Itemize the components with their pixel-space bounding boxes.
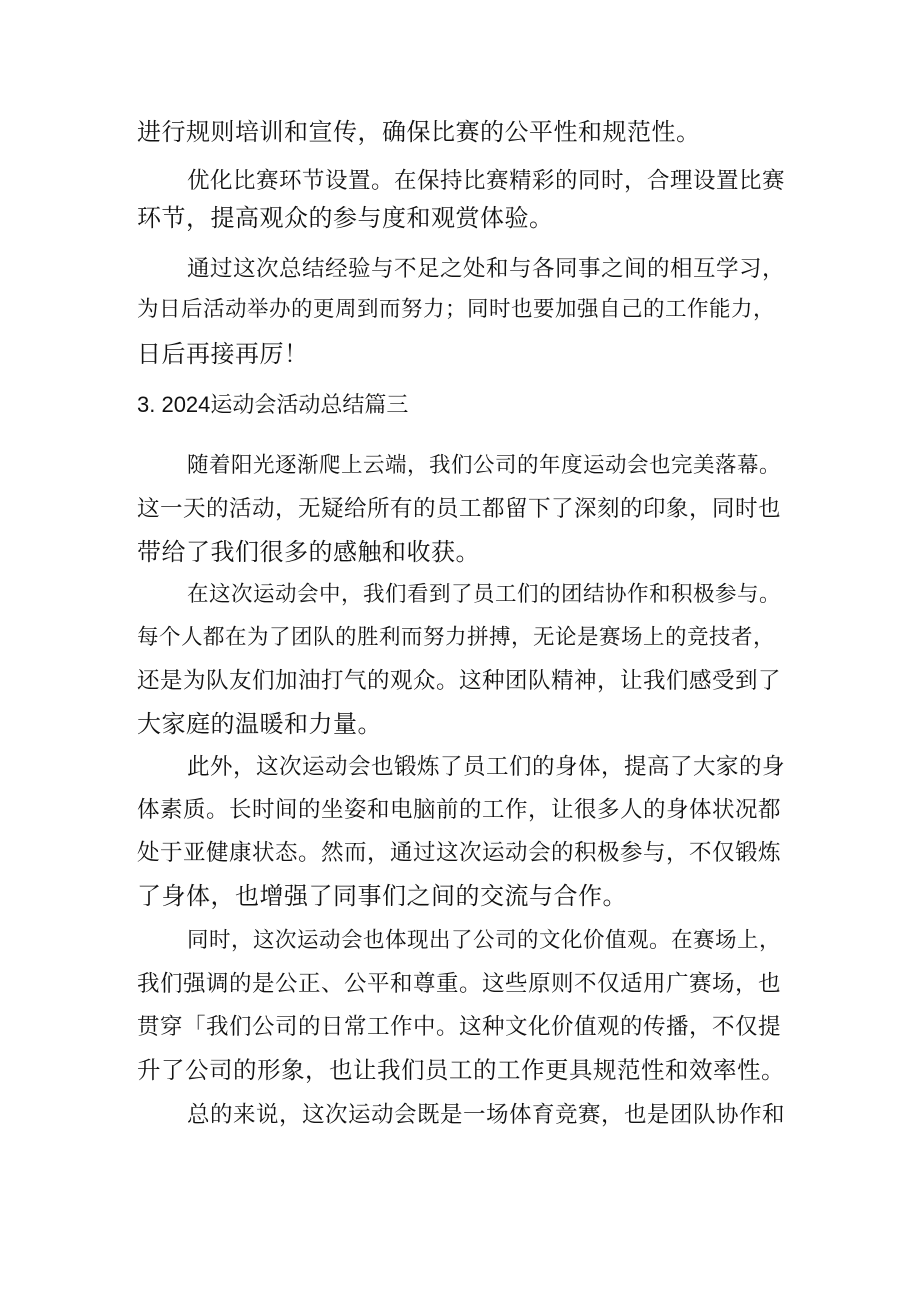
paragraph-line: 为日后活动举办的更周到而努力；同时也要加强自己的工作能力， xyxy=(137,297,776,322)
paragraph-line: 带给了我们很多的感触和收获。 xyxy=(137,538,480,566)
section-heading: 3. 2024运动会活动总结篇三 xyxy=(137,392,409,417)
paragraph-line: 每个人都在为了团队的胜利而努力拼搏，无论是赛场上的竞技者， xyxy=(137,625,776,650)
paragraph-line: 大家庭的温暖和力量。 xyxy=(137,710,382,738)
paragraph-line: 优化比赛环节设置。在保持比赛精彩的同时，合理设置比赛 xyxy=(187,168,786,194)
paragraph-line: 进行规则培训和宣传，确保比赛的公平性和规范性。 xyxy=(137,118,701,146)
paragraph-line: 通过这次总结经验与不足之处和与各同事之间的相互学习， xyxy=(187,256,786,282)
paragraph-line: 总的来说，这次运动会既是一场体育竞赛，也是团队协作和 xyxy=(187,1102,786,1128)
paragraph-line: 了身体，也增强了同事们之间的交流与合作。 xyxy=(137,882,627,910)
paragraph-line: 在这次运动会中，我们看到了员工们的团结协作和积极参与。 xyxy=(187,582,782,607)
paragraph-line: 这一天的活动，无疑给所有的员工都留下了深刻的印象，同时也 xyxy=(137,496,782,522)
paragraph-line: 此外，这次运动会也锻炼了员工们的身体，提高了大家的身 xyxy=(187,754,786,780)
paragraph-line: 处于亚健康状态。然而，通过这次运动会的积极参与，不仅锻炼 xyxy=(137,840,782,866)
paragraph-line: 我们强调的是公正、公平和尊重。这些原则不仅适用广赛场，也 xyxy=(137,971,782,997)
paragraph-line: 贯穿「我们公司的日常工作中。这种文化价值观的传播，不仅提 xyxy=(137,1014,782,1040)
paragraph-line: 体素质。长时间的坐姿和电脑前的工作，让很多人的身体状况都 xyxy=(137,797,782,823)
paragraph-line: 环节，提高观众的参与度和观赏体验。 xyxy=(137,204,554,232)
paragraph-line: 同时，这次运动会也体现出了公司的文化价值观。在赛场上， xyxy=(187,928,782,953)
paragraph-line: 日后再接再厉！ xyxy=(137,340,309,368)
paragraph-line: 还是为队友们加油打气的观众。这种团队精神，让我们感受到了 xyxy=(137,668,782,694)
paragraph-line: 升了公司的形象，也让我们员工的工作更具规范性和效率性。 xyxy=(137,1056,785,1084)
paragraph-line: 随着阳光逐渐爬上云端，我们公司的年度运动会也完美落幕。 xyxy=(187,453,782,478)
